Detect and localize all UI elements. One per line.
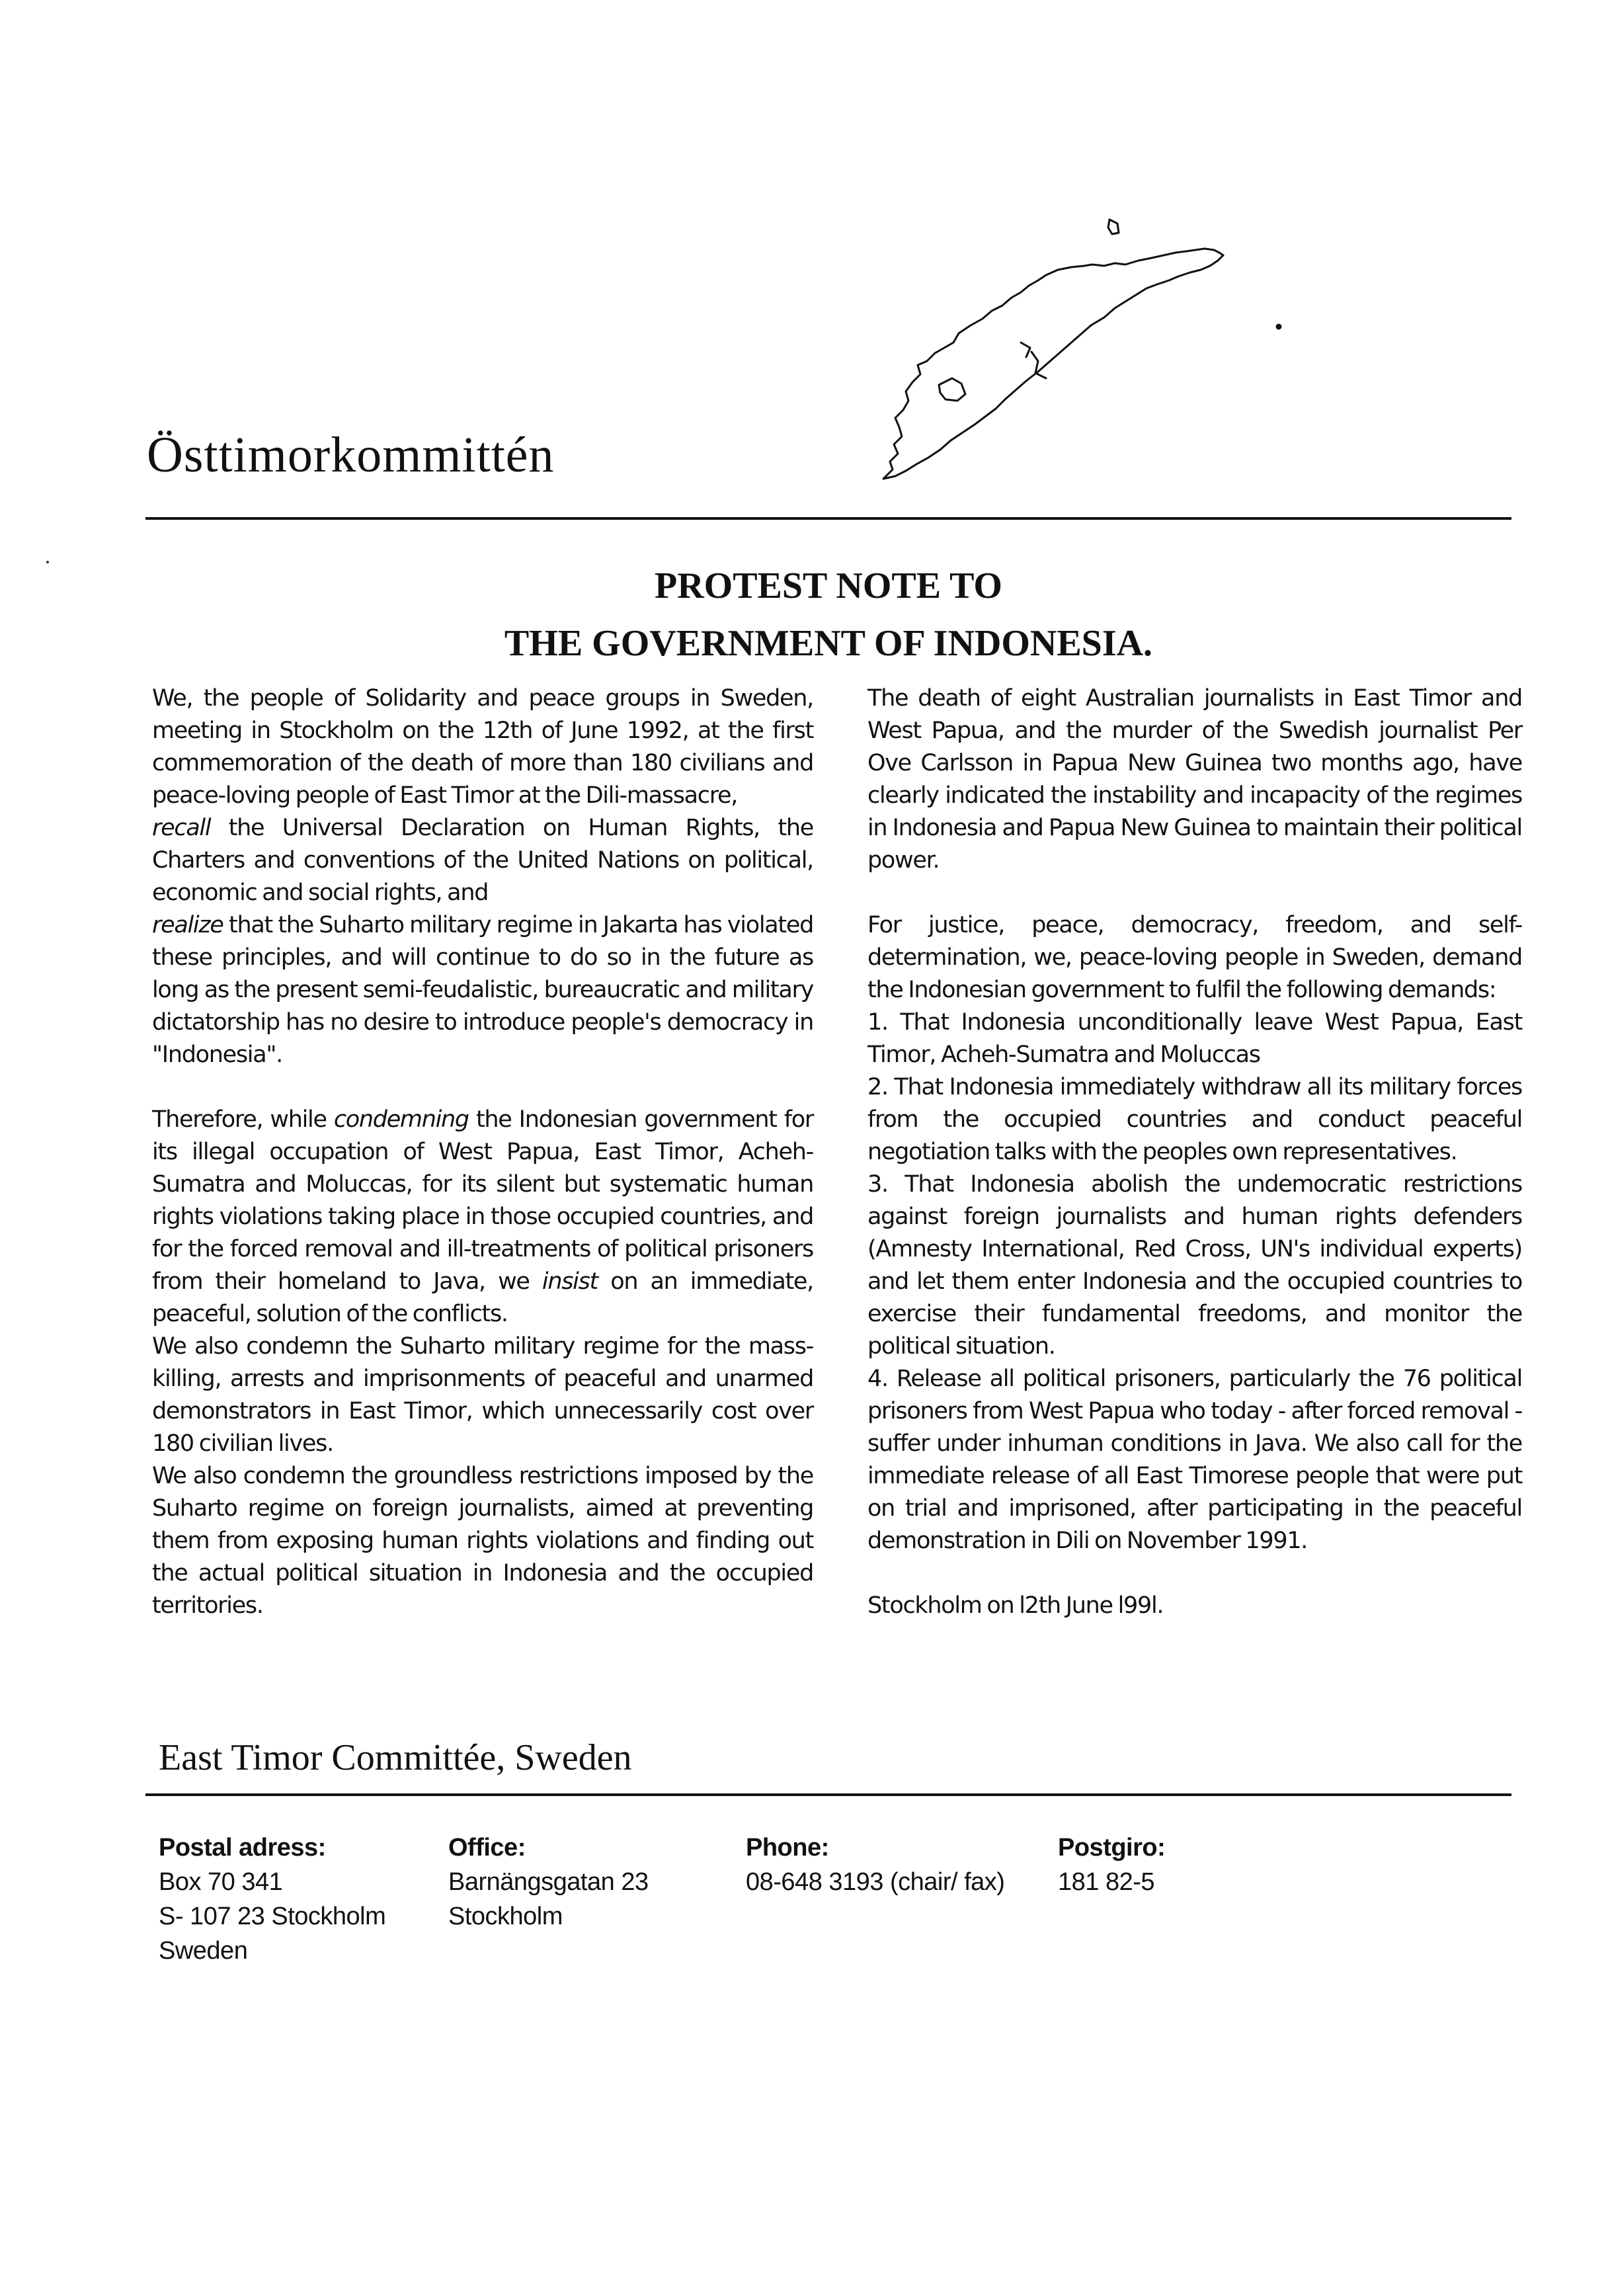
paragraph (152, 1104, 813, 1331)
emphasis: recall (152, 815, 211, 841)
paragraph: We, the people of Solidarity and peace groups in Sweden, meeting in Stockholm on the 12th of June 1992, at the first commemoration of the death of more than 180 civilians and peace-loving people of East Timor at the Dili-massacre, (152, 685, 813, 809)
right-column (867, 682, 1522, 1622)
paragraph: The death of eight Australian journalists in East Timor and West Papua, and the murder of the Swedish journalist Per Ove Carlsson in Papua New Guinea two months ago, have clearly indicated the instability and incapacity of the regimes in Indonesia and Papua New Guinea to maintain their political power. (867, 685, 1522, 874)
postgiro-number: 181 82-5 (1058, 1868, 1155, 1896)
document-title-line1: PROTEST NOTE TO (655, 565, 1002, 606)
paragraph-text: on an immediate, peaceful, solution of the conflicts. (152, 1268, 813, 1327)
postal-address-block (159, 1830, 385, 1968)
demand-item: 4. Release all political prisoners, particularly the 76 political prisoners from West Papua who today - after forced removal - suffer under inhuman conditions in Java. We also call for the immediate release of all East Timorese people that were put on trial and imprisoned, after participating in the peaceful demonstration in Dili on November 1991. (867, 1366, 1522, 1554)
emphasis: insist (542, 1268, 598, 1295)
postal-line: Box 70 341 (159, 1868, 283, 1896)
paragraph-text: the Indonesian government for its illegal occupation of West Papua, East Timor, Acheh-Sumatra and Moluccas, for its silent but systematic human rights violations taking place in those occupied countries, and for the forced removal and ill-treatments of political prisoners from their homeland to Java, we (152, 1106, 813, 1295)
paragraph: For justice, peace, democracy, freedom, and self-determination, we, peace-loving people in Sweden, demand the Indonesian government to fulfil the following demands: (867, 912, 1522, 1003)
emphasis: condemning (333, 1106, 469, 1133)
paragraph (152, 812, 813, 909)
phone-label: Phone: (746, 1834, 829, 1862)
postgiro-label: Postgiro: (1058, 1834, 1166, 1862)
paragraph: We also condemn the Suharto military regime for the mass-killing, arrests and imprisonments of peaceful and unarmed demonstrators in East Timor, which unnecessarily cost over 180 civilian lives. (152, 1333, 813, 1457)
header-divider (145, 517, 1511, 520)
postal-line: S- 107 23 Stockholm (159, 1903, 386, 1930)
phone-number: 08-648 3193 (chair/ fax) (746, 1868, 1005, 1896)
left-column (152, 682, 813, 1622)
paragraph: We also condemn the groundless restrictions imposed by the Suharto regime on foreign journalists, aimed at preventing them from exposing human rights violations and finding out the actual political situation in Indonesia and the occupied territories. (152, 1463, 813, 1619)
office-address-block (448, 1830, 649, 1934)
postal-label: Postal adress: (159, 1834, 326, 1862)
paragraph-text: that the Suharto military regime in Jakarta has violated these principles, and will continue to do so in the future as long as the present semi-feudalistic, bureaucratic and military dictatorship has no desire to introduce people's democracy in "Indonesia". (152, 912, 813, 1068)
postal-line: Sweden (159, 1937, 248, 1965)
demand-item: 2. That Indonesia immediately withdraw all its military forces from the occupied countries and conduct peaceful negotiation talks with the peoples own representatives. (867, 1074, 1522, 1165)
paragraph-text: Therefore, while (152, 1106, 334, 1133)
paragraph (152, 909, 813, 1071)
office-line: Stockholm (448, 1903, 563, 1930)
office-line: Barnängsgatan 23 (448, 1868, 649, 1896)
postgiro-block (1058, 1830, 1165, 1899)
demand-item: 3. That Indonesia abolish the undemocratic restrictions against foreign journalists and human rights defenders (Amnesty International, Red Cross, UN's individual experts) and let them enter Indonesia and the occupied countries to exercise their fundamental freedoms, and monitor the political situation. (867, 1171, 1522, 1360)
document-title-line2: THE GOVERNMENT OF INDONESIA. (504, 623, 1153, 664)
paragraph-text: the Universal Declaration on Human Rights, the Charters and conventions of the United Nations on political, economic and social rights, and (152, 815, 813, 906)
letterhead-title: Östtimorkommittén (147, 427, 555, 483)
east-timor-map-icon (879, 212, 1303, 489)
office-label: Office: (448, 1834, 526, 1862)
footer-divider (145, 1793, 1511, 1796)
phone-block (746, 1830, 1004, 1899)
stray-mark (46, 561, 49, 563)
footer-title: East Timor Committée, Sweden (159, 1737, 632, 1778)
demand-item: 1. That Indonesia unconditionally leave West Papua, East Timor, Acheh-Sumatra and Moluccas (867, 1009, 1522, 1068)
emphasis: realize (152, 912, 223, 938)
signoff: Stockholm on l2th June l99l. (867, 1592, 1164, 1619)
